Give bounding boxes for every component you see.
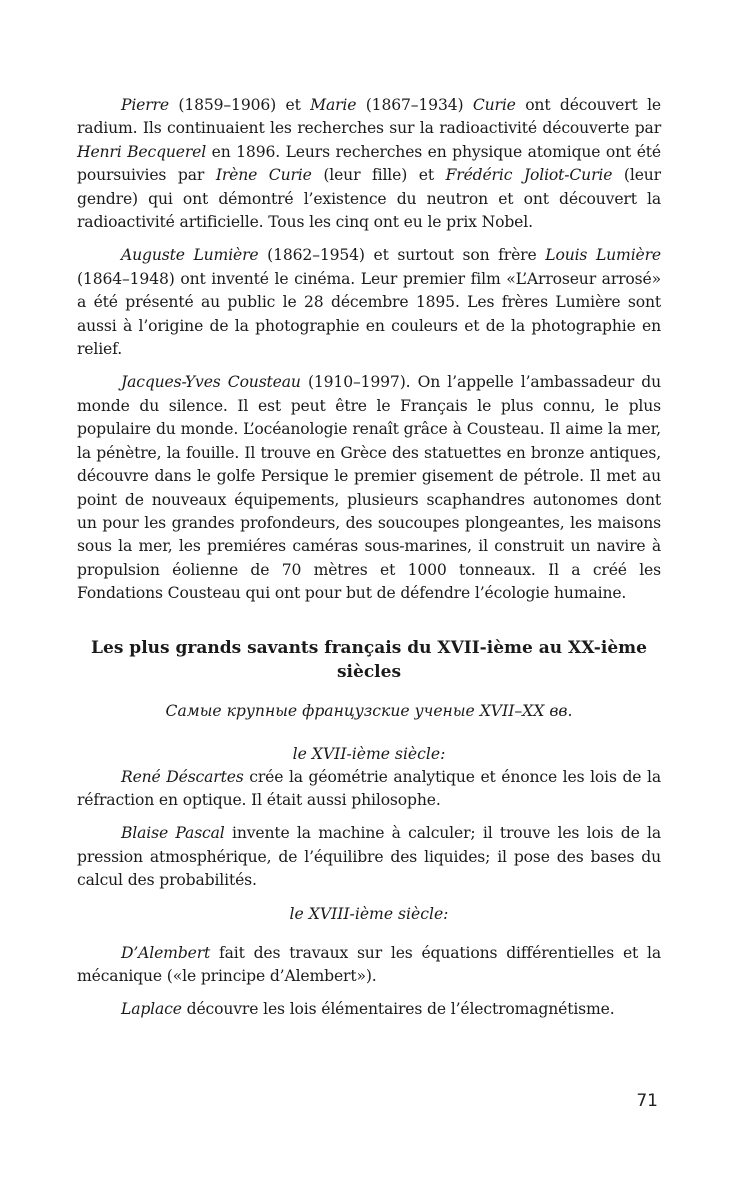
name-italic: Marie bbox=[310, 96, 357, 114]
text-run: (1867–1934) bbox=[356, 96, 473, 114]
paragraph-cousteau bbox=[77, 371, 661, 605]
name-italic: Pierre bbox=[121, 96, 169, 114]
text-run: crée la géométrie analytique et énonce les lois de la réfraction en optique. Il était aussi philosophe. bbox=[77, 767, 661, 809]
name-italic: Auguste Lumière bbox=[121, 246, 259, 265]
paragraph-dalembert bbox=[77, 942, 661, 989]
paragraph-curie bbox=[77, 94, 661, 234]
century-heading-17: le XVII-ième siècle: bbox=[292, 744, 446, 763]
text-run: (1859–1906) et bbox=[168, 96, 311, 114]
name-italic: Blaise Pascal bbox=[121, 824, 225, 843]
name-italic: Jacques-Yves Cousteau bbox=[121, 373, 301, 392]
text-run: ont découvert le radium. Ils continuaient les recherches sur la radioactivité découverte par bbox=[77, 96, 661, 138]
name-italic: René Déscartes bbox=[121, 767, 244, 786]
name-italic: Laplace bbox=[121, 1000, 182, 1019]
name-italic: Louis Lumière bbox=[545, 246, 661, 265]
text-run: (leur fille) et bbox=[311, 166, 446, 185]
name-italic: Irène Curie bbox=[215, 166, 312, 185]
name-italic: Frédéric Joliot-Curie bbox=[445, 166, 613, 185]
paragraph-lumiere bbox=[77, 244, 661, 361]
section-title: Les plus grands savants français du XVII-ième au XX-ième siècles bbox=[91, 637, 647, 682]
text-run: invente la machine à calculer; il trouve les lois de la pression atmosphérique, de l’équilibre des liquides; il pose des bases du calcul des probabilités. bbox=[77, 824, 662, 890]
page-number: 71 bbox=[636, 1091, 658, 1111]
text-run: (1864–1948) ont inventé le cinéma. Leur premier film «L’Arroseur arrosé» a été présenté au public le 28 décembre 1895. Les frères Lumière sont aussi à l’origine de la photographie en couleurs et de la photographie en relief. bbox=[77, 269, 661, 359]
text-run: (1862–1954) et surtout son frère bbox=[258, 246, 546, 265]
text-run: (leur gendre) qui ont démontré l’existence du neutron et ont découvert la radioactivité artificielle. Tous les cinq ont eu le prix Nobel. bbox=[77, 166, 661, 232]
name-italic: Henri Becquerel bbox=[77, 142, 207, 161]
name-italic: Curie bbox=[472, 96, 516, 114]
text-run: (1910–1997). On l’appelle l’ambassadeur du monde du silence. Il est peut être le Français le plus connu, le plus populaire du monde. L’océanologie renaît grâce à Cousteau. Il aime la mer, la pénètre, la fouille. Il trouve en Grèce des statuettes en bronze antiques, découvre dans le golfe Persique le premier gisement de pétrole. Il met au point de nouveaux équipements, plusieurs scaphandres autonomes dont un pour les grandes profondeurs, des soucoupes plongeantes, les maisons sous la mer, les premiéres caméras sous-marines, il construit un navire à propulsion éolienne de 70 mètres et 1000 tonneaux. Il a créé les Fondations Cousteau qui ont pour but de défendre l’écologie humaine. bbox=[77, 373, 661, 603]
century-heading-18: le XVIII-ième siècle: bbox=[289, 904, 449, 923]
name-italic: D’Alembert bbox=[121, 943, 211, 962]
section-subtitle: Самые крупные французские ученые XVII–XX вв. bbox=[165, 701, 573, 720]
paragraph-pascal bbox=[77, 822, 661, 892]
paragraph-descartes bbox=[77, 766, 661, 813]
text-run: fait des travaux sur les équations différentielles et la mécanique («le principe d’Alembert»). bbox=[77, 943, 661, 985]
paragraph-laplace bbox=[77, 998, 661, 1021]
text-run: découvre les lois élémentaires de l’électromagnétisme. bbox=[181, 1000, 615, 1019]
page-content bbox=[77, 94, 661, 1032]
text-run: en 1896. Leurs recherches en physique atomique ont été poursuivies par bbox=[77, 142, 661, 185]
